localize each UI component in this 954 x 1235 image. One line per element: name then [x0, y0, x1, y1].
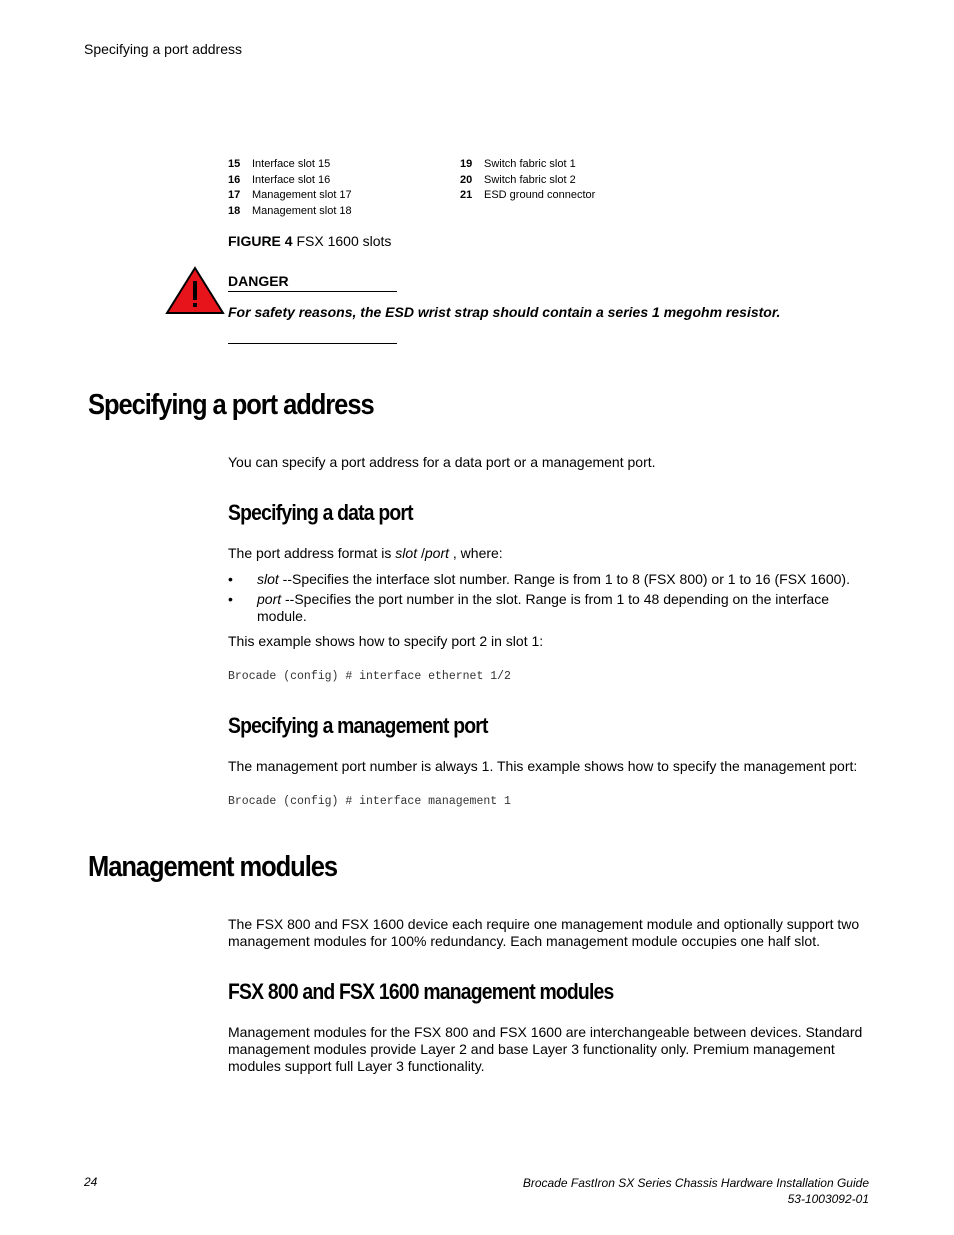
- legend-item: [460, 173, 700, 189]
- port-format-suffix: , where:: [449, 545, 503, 561]
- management-port-text: The management port number is always 1. This example shows how to specify the management port:: [228, 758, 858, 774]
- legend-number: 17: [228, 189, 241, 201]
- legend-item: [228, 173, 468, 189]
- legend-number: 16: [228, 173, 241, 186]
- exclamation-triangle-icon: [165, 266, 225, 316]
- legend-number: 18: [228, 204, 241, 217]
- footer-doc-info: [523, 1175, 869, 1207]
- legend-number: 20: [460, 173, 473, 186]
- legend-label: Switch fabric slot 2: [484, 173, 576, 186]
- danger-text: For safety reasons, the ESD wrist strap should contain a series 1 megohm resistor.: [228, 304, 781, 320]
- danger-label: DANGER: [228, 273, 289, 289]
- figure-caption: [228, 233, 391, 249]
- port-format-bullets: [228, 571, 868, 628]
- legend-item: [460, 188, 700, 204]
- bullet-icon: •: [228, 591, 233, 607]
- legend-number: 19: [460, 158, 473, 170]
- port-format-prefix: The port address format is: [228, 545, 396, 561]
- fsx-management-modules-text: Management modules for the FSX 800 and FSX 1600 are interchangeable between devices. Standard management modules provide Layer 2 and base Layer 3 functionality only. Premium management modules support full Layer 3 functionality.: [228, 1024, 863, 1074]
- bullet-term: port: [257, 591, 282, 607]
- footer-guide-title: Brocade FastIron SX Series Chassis Hardware Installation Guide: [522, 1176, 869, 1190]
- danger-bottom-rule: [228, 343, 397, 344]
- list-item: [228, 571, 868, 588]
- figure-caption-label: FIGURE 4: [228, 233, 293, 249]
- data-port-example-intro: This example shows how to specify port 2 in slot 1:: [228, 633, 544, 649]
- port-address-intro: You can specify a port address for a data port or a management port.: [228, 454, 656, 470]
- heading-management-modules: Management modules: [88, 851, 338, 883]
- exclamation-dot: [193, 303, 197, 307]
- exclamation-bar: [193, 281, 197, 300]
- heading-management-port: Specifying a management port: [228, 713, 488, 738]
- legend-label: ESD ground connector: [484, 189, 596, 201]
- legend-label: Interface slot 15: [252, 158, 331, 170]
- legend-label: Switch fabric slot 1: [484, 158, 576, 170]
- danger-top-rule: [228, 291, 397, 292]
- legend-label: Interface slot 16: [252, 173, 331, 186]
- bullet-text: --Specifies the interface slot number. Range is from 1 to 8 (FSX 800) or 1 to 16 (FSX 1600).: [278, 571, 850, 587]
- page-number: 24: [84, 1175, 98, 1189]
- legend-number: 21: [460, 189, 473, 201]
- legend-column-left: [228, 157, 468, 219]
- heading-fsx-management-modules: FSX 800 and FSX 1600 management modules: [228, 979, 614, 1004]
- port-format-port: port: [424, 545, 449, 561]
- list-item: [228, 591, 868, 625]
- legend-label: Management slot 18: [252, 204, 352, 217]
- footer-doc-number: 53-1003092-01: [787, 1192, 869, 1206]
- port-format-slot: slot: [395, 545, 418, 561]
- heading-port-address: Specifying a port address: [88, 389, 374, 421]
- legend-number: 15: [228, 158, 241, 170]
- legend-item: [460, 157, 700, 173]
- legend-item: [228, 157, 468, 173]
- running-header: Specifying a port address: [84, 41, 242, 57]
- legend-item: [228, 188, 468, 204]
- legend-label: Management slot 17: [252, 189, 352, 201]
- legend-column-right: [460, 157, 700, 204]
- bullet-term: slot: [257, 571, 279, 587]
- heading-data-port: Specifying a data port: [228, 500, 413, 525]
- port-format-separator: /: [417, 545, 425, 561]
- port-format-text: [228, 545, 868, 562]
- management-port-code-example: Brocade (config) # interface management 1: [228, 795, 511, 808]
- bullet-icon: •: [228, 571, 233, 587]
- figure-caption-text: FSX 1600 slots: [292, 233, 392, 249]
- data-port-code-example: Brocade (config) # interface ethernet 1/2: [228, 670, 511, 683]
- management-modules-intro: The FSX 800 and FSX 1600 device each require one management module and optionally support two management modules for 100% redundancy. Each management module occupies one half slot.: [228, 916, 860, 949]
- legend-item: [228, 204, 468, 220]
- bullet-text: --Specifies the port number in the slot. Range is from 1 to 48 depending on the interface module.: [257, 591, 829, 624]
